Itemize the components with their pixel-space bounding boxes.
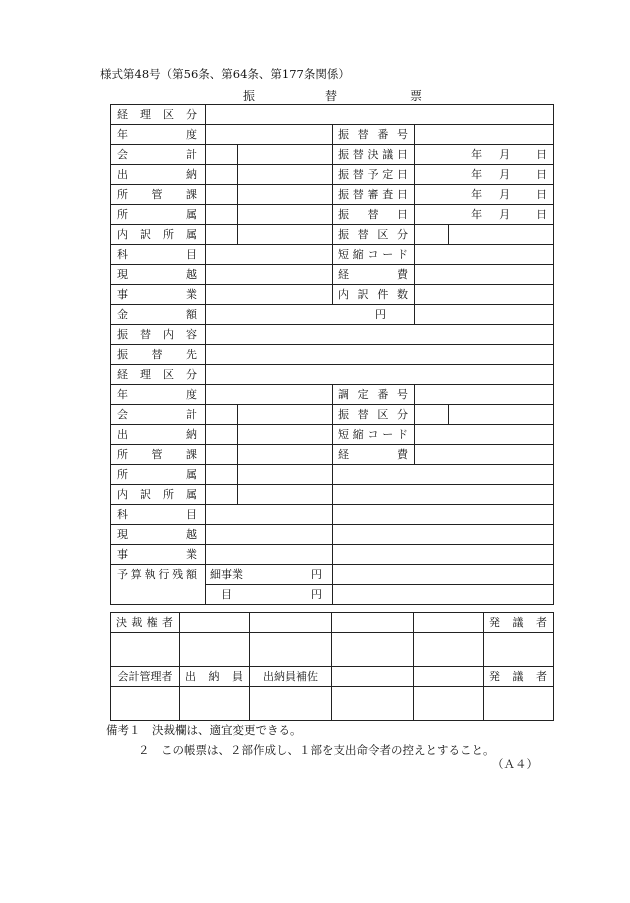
field-kamoku-2[interactable]	[206, 505, 333, 525]
field-jigyo-2-extra[interactable]	[333, 545, 554, 565]
field-kamoku-2-extra[interactable]	[333, 505, 554, 525]
label-kaikei-2: 会計	[111, 405, 206, 425]
label-furikae-kubun: 振替区分	[333, 225, 415, 245]
stamp-hatsugi-sha-1[interactable]	[484, 633, 554, 667]
field-keihi-2[interactable]	[415, 445, 554, 465]
label-furikae-bango: 振替番号	[333, 125, 415, 145]
field-kingaku-extra[interactable]	[415, 305, 554, 325]
label-uchiwake-kensu: 内訳件数	[333, 285, 415, 305]
row-uchiwake-shozoku-2	[111, 485, 554, 505]
label-hatsugi-sha-1: 発議者	[484, 613, 554, 633]
field-genetsu[interactable]	[206, 265, 333, 285]
label-kessai-kensha: 決裁権者	[111, 613, 180, 633]
field-furikae-naiyo[interactable]	[206, 325, 554, 345]
field-shokan-ka-code[interactable]	[206, 185, 238, 205]
row-shozoku-2	[111, 465, 554, 485]
label-tanshuku-code: 短縮コード	[333, 245, 415, 265]
stamp-kaikei-kanrisha[interactable]	[111, 687, 180, 721]
label-kamoku-2: 科目	[111, 505, 206, 525]
field-suitou-code[interactable]	[206, 165, 238, 185]
field-kaikei-code[interactable]	[206, 145, 238, 165]
approval-stamp-row-2	[111, 687, 554, 721]
stamp-1-col3[interactable]	[250, 633, 332, 667]
row-genetsu	[111, 265, 554, 285]
field-furikae-shinsa-bi[interactable]: 年 月 日	[415, 185, 554, 205]
row-shokan-ka-2	[111, 445, 554, 465]
row-kamoku-2	[111, 505, 554, 525]
field-uchiwake-shozoku-2-extra[interactable]	[333, 485, 554, 505]
field-jigyo[interactable]	[206, 285, 333, 305]
field-shokan-ka-name[interactable]	[238, 185, 333, 205]
approval-head-col5	[414, 613, 484, 633]
row-nendo	[111, 125, 554, 145]
field-tanshuku-code[interactable]	[415, 245, 554, 265]
field-furikae-yotei-bi[interactable]: 年 月 日	[415, 165, 554, 185]
label-sai-jigyo: 細事業	[210, 567, 243, 581]
label-uchiwake-shozoku-2: 内訳所属	[111, 485, 206, 505]
field-shozoku-code[interactable]	[206, 205, 238, 225]
label-kaikei-kanrisha: 会計管理者	[111, 667, 180, 687]
paper-size-label: （Ａ４）	[492, 757, 538, 771]
field-furikae-bi[interactable]: 年 月 日	[415, 205, 554, 225]
label-genetsu-2: 現越	[111, 525, 206, 545]
label-jigyo: 事業	[111, 285, 206, 305]
form-number: 様式第48号（第56条、第64条、第177条関係）	[100, 67, 350, 81]
label-keiri-kubun: 経理区分	[111, 105, 206, 125]
field-genetsu-2[interactable]	[206, 525, 333, 545]
label-kamoku: 科目	[111, 245, 206, 265]
label-suitou-2: 出納	[111, 425, 206, 445]
row-genetsu-2	[111, 525, 554, 545]
row-kamoku	[111, 245, 554, 265]
stamp-1-col4[interactable]	[332, 633, 414, 667]
field-yosan-extra-2[interactable]	[333, 585, 554, 605]
field-moku-en[interactable]: 円	[311, 587, 322, 601]
row-nendo-2	[111, 385, 554, 405]
label-shozoku: 所属	[111, 205, 206, 225]
row-yosan-zangaku-1	[111, 565, 554, 585]
label-jigyo-2: 事業	[111, 545, 206, 565]
field-uchiwake-shozoku-2-code[interactable]	[206, 485, 238, 505]
approval-head2-col5	[414, 667, 484, 687]
approval-table	[110, 612, 554, 721]
field-tanshuku-code-2[interactable]	[415, 425, 554, 445]
approval-stamp-row-1	[111, 633, 554, 667]
label-moku: 目	[221, 587, 232, 601]
field-shokan-ka-2-code[interactable]	[206, 445, 238, 465]
field-uchiwake-shozoku-name[interactable]	[238, 225, 333, 245]
field-keiri-kubun-2[interactable]	[206, 365, 554, 385]
row-kaikei	[111, 145, 554, 165]
row-jigyo	[111, 285, 554, 305]
field-uchiwake-shozoku-2-name[interactable]	[238, 485, 333, 505]
label-chotei-bango: 調定番号	[333, 385, 415, 405]
stamp-1-col2[interactable]	[180, 633, 250, 667]
approval-head2-col4	[332, 667, 414, 687]
row-uchiwake-shozoku	[111, 225, 554, 245]
row-suitou-2	[111, 425, 554, 445]
field-keiri-kubun[interactable]	[206, 105, 554, 125]
label-kingaku: 金額	[111, 305, 206, 325]
field-shozoku-2-extra[interactable]	[333, 465, 554, 485]
label-keihi: 経費	[333, 265, 415, 285]
label-shokan-ka-2: 所管課	[111, 445, 206, 465]
label-furikae-shinsa-bi: 振替審査日	[333, 185, 415, 205]
field-genetsu-2-extra[interactable]	[333, 525, 554, 545]
field-sai-jigyo-en[interactable]: 円	[311, 567, 322, 581]
note-1: 備考１ 決裁欄は、適宜変更できる。	[106, 723, 302, 737]
field-nendo[interactable]	[206, 125, 333, 145]
field-yosan-extra-1[interactable]	[333, 565, 554, 585]
title-char-2: 替	[325, 89, 338, 103]
notes	[106, 720, 495, 760]
field-kingaku[interactable]: 円	[206, 305, 415, 325]
label-furikae-yotei-bi: 振替予定日	[333, 165, 415, 185]
label-keiri-kubun-2: 経理区分	[111, 365, 206, 385]
approval-head-col3	[250, 613, 332, 633]
row-keiri-kubun	[111, 105, 554, 125]
label-furikae-kessai-bi: 振替決議日	[333, 145, 415, 165]
stamp-suitou-in[interactable]	[180, 687, 250, 721]
stamp-suitou-in-hosa[interactable]	[250, 687, 332, 721]
row-shokan-ka	[111, 185, 554, 205]
field-suitou-2-name[interactable]	[238, 425, 333, 445]
form-title	[110, 87, 553, 103]
label-suitou-in: 出納員	[180, 667, 250, 687]
stamp-1-col5[interactable]	[414, 633, 484, 667]
title-char-3: 票	[410, 89, 423, 103]
row-furikae-saki	[111, 345, 554, 365]
label-yosan-zangaku: 予算執行残額	[111, 565, 206, 605]
row-furikae-naiyo	[111, 325, 554, 345]
approval-head-col4	[332, 613, 414, 633]
field-chotei-bango[interactable]	[415, 385, 554, 405]
field-furikae-kessai-bi[interactable]: 年 月 日	[415, 145, 554, 165]
field-kaikei-2-code[interactable]	[206, 405, 238, 425]
row-kaikei-2	[111, 405, 554, 425]
label-nendo: 年度	[111, 125, 206, 145]
field-shozoku-name[interactable]	[238, 205, 333, 225]
field-nendo-2[interactable]	[206, 385, 333, 405]
field-suitou-2-code[interactable]	[206, 425, 238, 445]
label-hatsugi-sha-2: 発議者	[484, 667, 554, 687]
row-shozoku	[111, 205, 554, 225]
field-jigyo-2[interactable]	[206, 545, 333, 565]
field-shozoku-2-code[interactable]	[206, 465, 238, 485]
transfer-slip-table	[110, 104, 554, 605]
row-suitou	[111, 165, 554, 185]
field-keihi[interactable]	[415, 265, 554, 285]
field-kaikei-name[interactable]	[238, 145, 333, 165]
field-shozoku-2-name[interactable]	[238, 465, 333, 485]
field-kamoku[interactable]	[206, 245, 333, 265]
stamp-2-col4[interactable]	[332, 687, 414, 721]
label-suitou: 出納	[111, 165, 206, 185]
label-uchiwake-shozoku: 内訳所属	[111, 225, 206, 245]
label-furikae-naiyo: 振替内容	[111, 325, 206, 345]
field-furikae-kubun-name[interactable]	[449, 225, 554, 245]
label-furikae-saki: 振替先	[111, 345, 206, 365]
field-kaikei-2-name[interactable]	[238, 405, 333, 425]
field-uchiwake-kensu[interactable]	[415, 285, 554, 305]
label-furikae-bi: 振替日	[333, 205, 415, 225]
field-furikae-kubun-2-name[interactable]	[449, 405, 554, 425]
cell-moku	[206, 585, 333, 605]
field-uchiwake-shozoku-code[interactable]	[206, 225, 238, 245]
label-tanshuku-code-2: 短縮コード	[333, 425, 415, 445]
row-keiri-kubun-2	[111, 365, 554, 385]
label-genetsu: 現越	[111, 265, 206, 285]
field-furikae-saki[interactable]	[206, 345, 554, 365]
label-furikae-kubun-2: 振替区分	[333, 405, 415, 425]
label-kaikei: 会計	[111, 145, 206, 165]
field-furikae-bango[interactable]	[415, 125, 554, 145]
note-2: ２ この帳票は、２部作成し、１部を支出命令者の控えとすること。	[138, 743, 495, 757]
cell-sai-jigyo	[206, 565, 333, 585]
approval-head-col2	[180, 613, 250, 633]
stamp-2-col5[interactable]	[414, 687, 484, 721]
label-nendo-2: 年度	[111, 385, 206, 405]
field-furikae-kubun-code[interactable]	[415, 225, 449, 245]
stamp-hatsugi-sha-2[interactable]	[484, 687, 554, 721]
label-suitou-in-hosa: 出納員補佐	[250, 667, 332, 687]
approval-header-1	[111, 613, 554, 633]
field-shokan-ka-2-name[interactable]	[238, 445, 333, 465]
field-furikae-kubun-2-code[interactable]	[415, 405, 449, 425]
row-kingaku	[111, 305, 554, 325]
label-shokan-ka: 所管課	[111, 185, 206, 205]
approval-header-2	[111, 667, 554, 687]
field-suitou-name[interactable]	[238, 165, 333, 185]
stamp-kessai-kensha[interactable]	[111, 633, 180, 667]
row-jigyo-2	[111, 545, 554, 565]
title-char-1: 振	[243, 89, 256, 103]
label-shozoku-2: 所属	[111, 465, 206, 485]
label-keihi-2: 経費	[333, 445, 415, 465]
